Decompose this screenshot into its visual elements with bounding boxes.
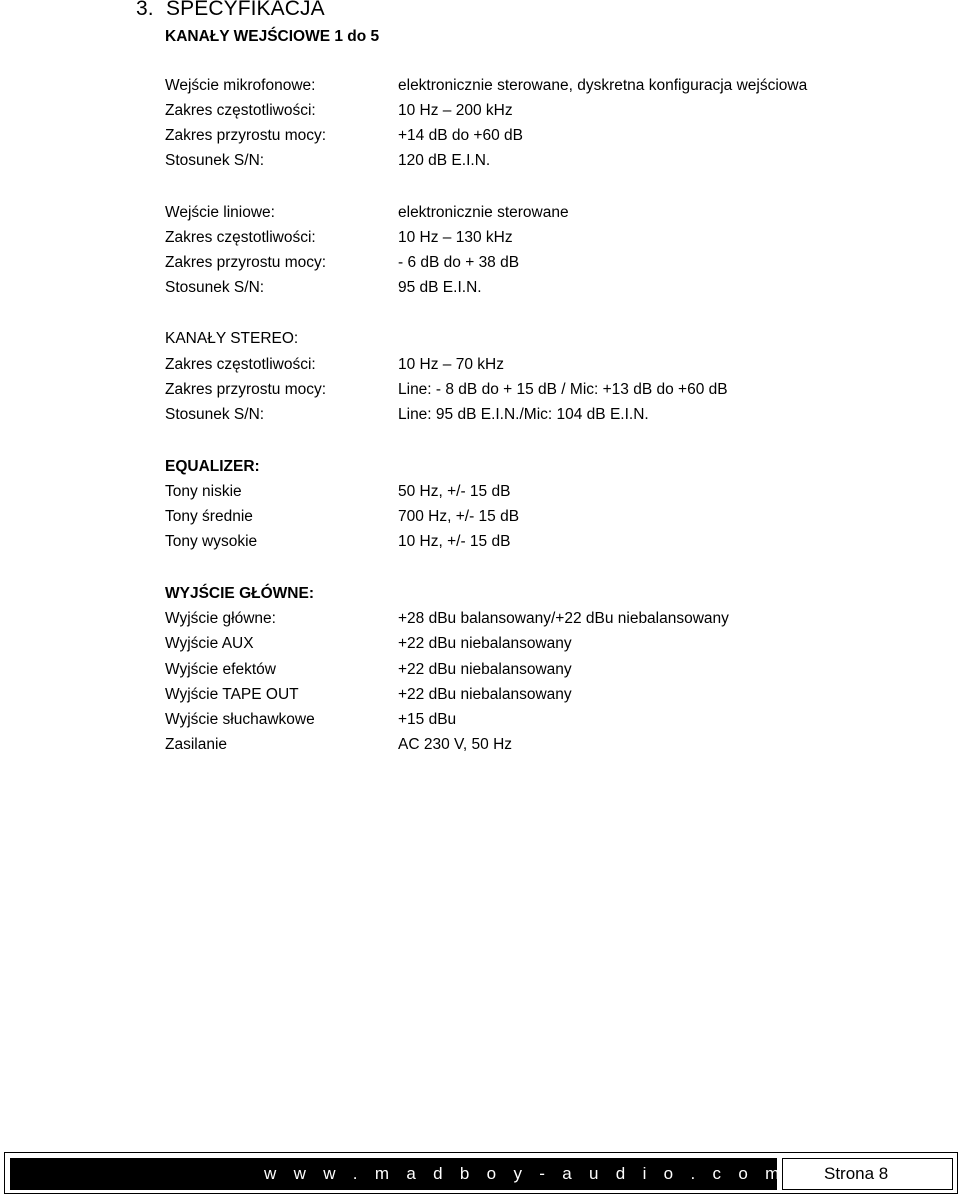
footer-page-number: Strona 8 [782, 1158, 953, 1190]
spec-value: 95 dB E.I.N. [398, 279, 482, 296]
stereo-channels-heading: KANAŁY STEREO: [165, 330, 299, 347]
spec-label: Stosunek S/N: [165, 152, 265, 169]
spec-value: Line: 95 dB E.I.N./Mic: 104 dB E.I.N. [398, 406, 649, 423]
input-channels-subheading: KANAŁY WEJŚCIOWE 1 do 5 [165, 28, 380, 45]
spec-label: Wejście liniowe: [165, 204, 275, 221]
spec-value: elektronicznie sterowane, dyskretna konfiguracja wejściowa [398, 77, 808, 94]
spec-label: Zakres przyrostu mocy: [165, 254, 327, 271]
spec-label: Zakres częstotliwości: [165, 229, 316, 246]
spec-label: Wyjście efektów [165, 661, 276, 678]
spec-label: Wyjście AUX [165, 635, 254, 652]
spec-label: Stosunek S/N: [165, 406, 265, 423]
spec-label: Zakres częstotliwości: [165, 356, 316, 373]
spec-value: 10 Hz, +/- 15 dB [398, 533, 511, 550]
main-outputs-heading: WYJŚCIE GŁÓWNE: [165, 585, 314, 602]
spec-label: Zakres przyrostu mocy: [165, 381, 327, 398]
spec-label: Zakres częstotliwości: [165, 102, 316, 119]
page-heading [136, 0, 325, 21]
spec-value: +28 dBu balansowany/+22 dBu niebalansowany [398, 610, 729, 627]
spec-value: 120 dB E.I.N. [398, 152, 491, 169]
section-number: 3. [136, 0, 154, 20]
spec-value: +15 dBu [398, 711, 457, 728]
spec-label: Tony niskie [165, 483, 242, 500]
spec-label: Wyjście główne: [165, 610, 276, 627]
spec-value: +22 dBu niebalansowany [398, 635, 572, 652]
spec-value: +22 dBu niebalansowany [398, 686, 572, 703]
spec-value: 10 Hz – 130 kHz [398, 229, 513, 246]
spec-label: Wejście mikrofonowe: [165, 77, 316, 94]
spec-label: Wyjście TAPE OUT [165, 686, 299, 703]
spec-label: Tony średnie [165, 508, 253, 525]
equalizer-heading: EQUALIZER: [165, 458, 260, 475]
spec-value: 700 Hz, +/- 15 dB [398, 508, 520, 525]
spec-value: +22 dBu niebalansowany [398, 661, 572, 678]
spec-value: elektronicznie sterowane [398, 204, 569, 221]
spec-value: - 6 dB do + 38 dB [398, 254, 520, 271]
spec-value: Line: - 8 dB do + 15 dB / Mic: +13 dB do +60 dB [398, 381, 728, 398]
spec-label: Wyjście słuchawkowe [165, 711, 315, 728]
section-title: SPECYFIKACJA [166, 0, 325, 20]
spec-value: AC 230 V, 50 Hz [398, 736, 513, 753]
spec-value: 10 Hz – 70 kHz [398, 356, 504, 373]
spec-label: Zasilanie [165, 736, 228, 753]
spec-value: 50 Hz, +/- 15 dB [398, 483, 511, 500]
spec-value: 10 Hz – 200 kHz [398, 102, 513, 119]
spec-value: +14 dB do +60 dB [398, 127, 523, 144]
footer-website: w w w . m a d b o y - a u d i o . c o m [10, 1158, 777, 1190]
spec-label: Zakres przyrostu mocy: [165, 127, 327, 144]
page-footer [4, 1152, 958, 1194]
spec-label: Tony wysokie [165, 533, 258, 550]
spec-label: Stosunek S/N: [165, 279, 265, 296]
